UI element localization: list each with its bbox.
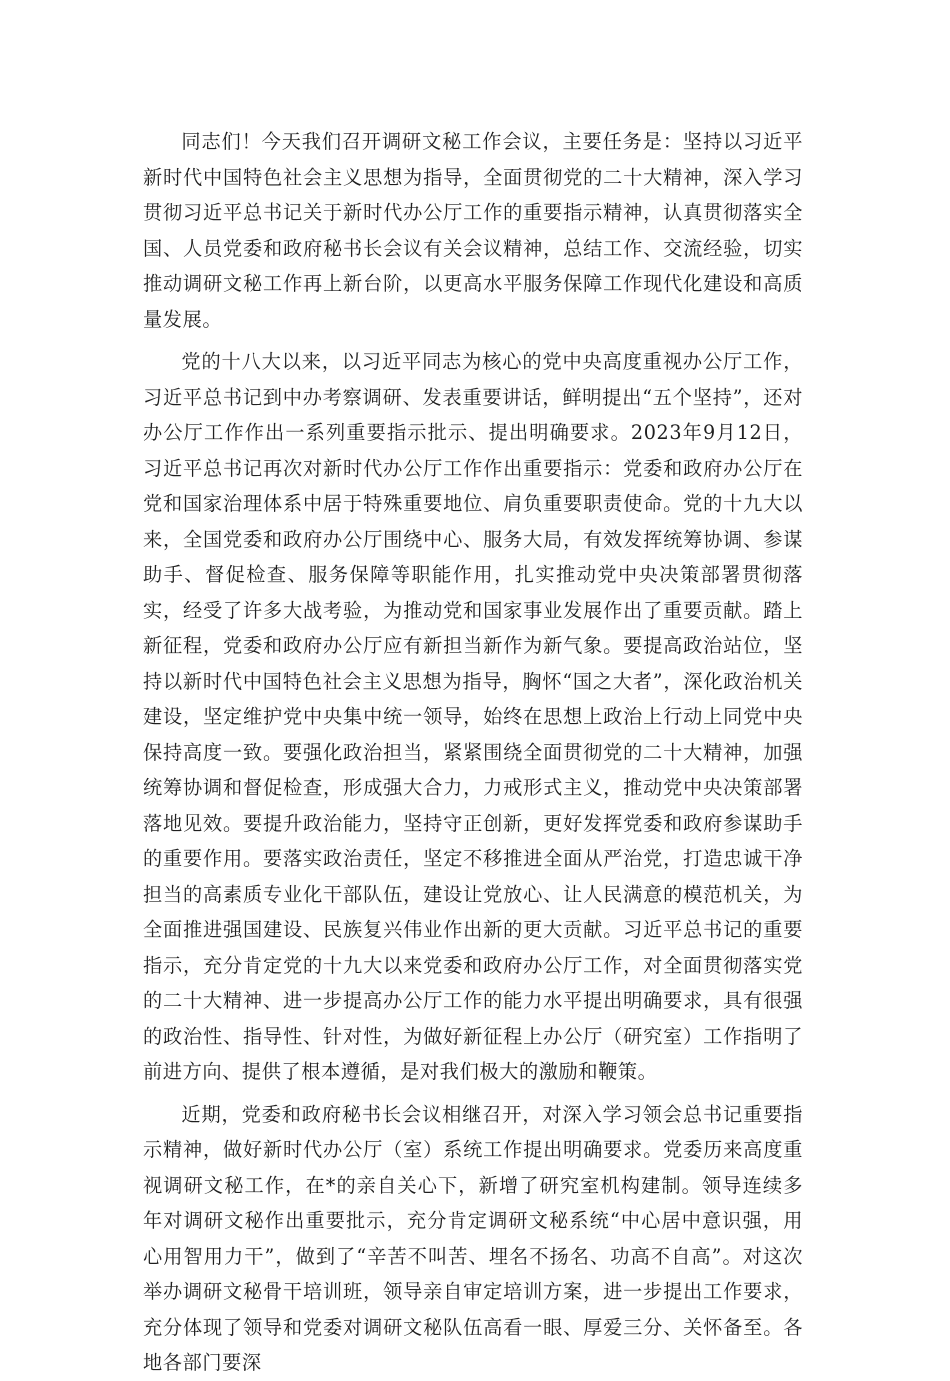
- paragraph-1: 同志们！今天我们召开调研文秘工作会议，主要任务是：坚持以习近平新时代中国特色社会主义思想为指导，全面贯彻党的二十大精神，深入学习贯彻习近平总书记关于新时代办公厅工作的重要指示精神，认真贯彻落实全国、人员党委和政府秘书长会议有关会议精神，总结工作、交流经验，切实推动调研文秘工作再上新台阶，以更高水平服务保障工作现代化建设和高质量发展。: [143, 130, 803, 331]
- paragraph-2: 党的十八大以来，以习近平同志为核心的党中央高度重视办公厅工作，习近平总书记到中办考察调研、发表重要讲话，鲜明提出“五个坚持”，还对办公厅工作作出一系列重要指示批示、提出明确要求。2023年9月12日，习近平总书记再次对新时代办公厅工作作出重要指示：党委和政府办公厅在党和国家治理体系中居于特殊重要地位、肩负重要职责使命。党的十九大以来，全国党委和政府办公厅围绕中心、服务大局，有效发挥统筹协调、参谋助手、督促检查、服务保障等职能作用，扎实推动党中央决策部署贯彻落实，经受了许多大战考验，为推动党和国家事业发展作出了重要贡献。踏上新征程，党委和政府办公厅应有新担当新作为新气象。要提高政治站位，坚持以新时代中国特色社会主义思想为指导，胸怀“国之大者”，深化政治机关建设，坚定维护党中央集中统一领导，始终在思想上政治上行动上同党中央保持高度一致。要强化政治担当，紧紧围绕全面贯彻党的二十大精神，加强统筹协调和督促检查，形成强大合力，力戒形式主义，推动党中央决策部署落地见效。要提升政治能力，坚持守正创新，更好发挥党委和政府参谋助手的重要作用。要落实政治责任，坚定不移推进全面从严治党，打造忠诚干净担当的高素质专业化干部队伍，建设让党放心、让人民满意的模范机关，为全面推进强国建设、民族复兴伟业作出新的更大贡献。习近平总书记的重要指示，充分肯定党的十九大以来党委和政府办公厅工作，对全面贯彻落实党的二十大精神、进一步提高办公厅工作的能力水平提出明确要求，具有很强的政治性、指导性、针对性，为做好新征程上办公厅（研究室）工作指明了前进方向、提供了根本遵循，是对我们极大的激励和鞭策。: [143, 350, 803, 1083]
- document-body: [143, 124, 803, 1381]
- paragraph-3: 近期，党委和政府秘书长会议相继召开，对深入学习领会总书记重要指示精神，做好新时代办公厅（室）系统工作提出明确要求。党委历来高度重视调研文秘工作，在*的亲自关心下，新增了研究室机构建制。领导连续多年对调研文秘作出重要批示，充分肯定调研文秘系统“中心居中意识强，用心用智用力干”，做到了“辛苦不叫苦、埋名不扬名、功高不自高”。对这次举办调研文秘骨干培训班，领导亲自审定培训方案，进一步提出工作要求，充分体现了领导和党委对调研文秘队伍高看一眼、厚爱三分、关怀备至。各地各部门要深: [143, 1102, 803, 1374]
